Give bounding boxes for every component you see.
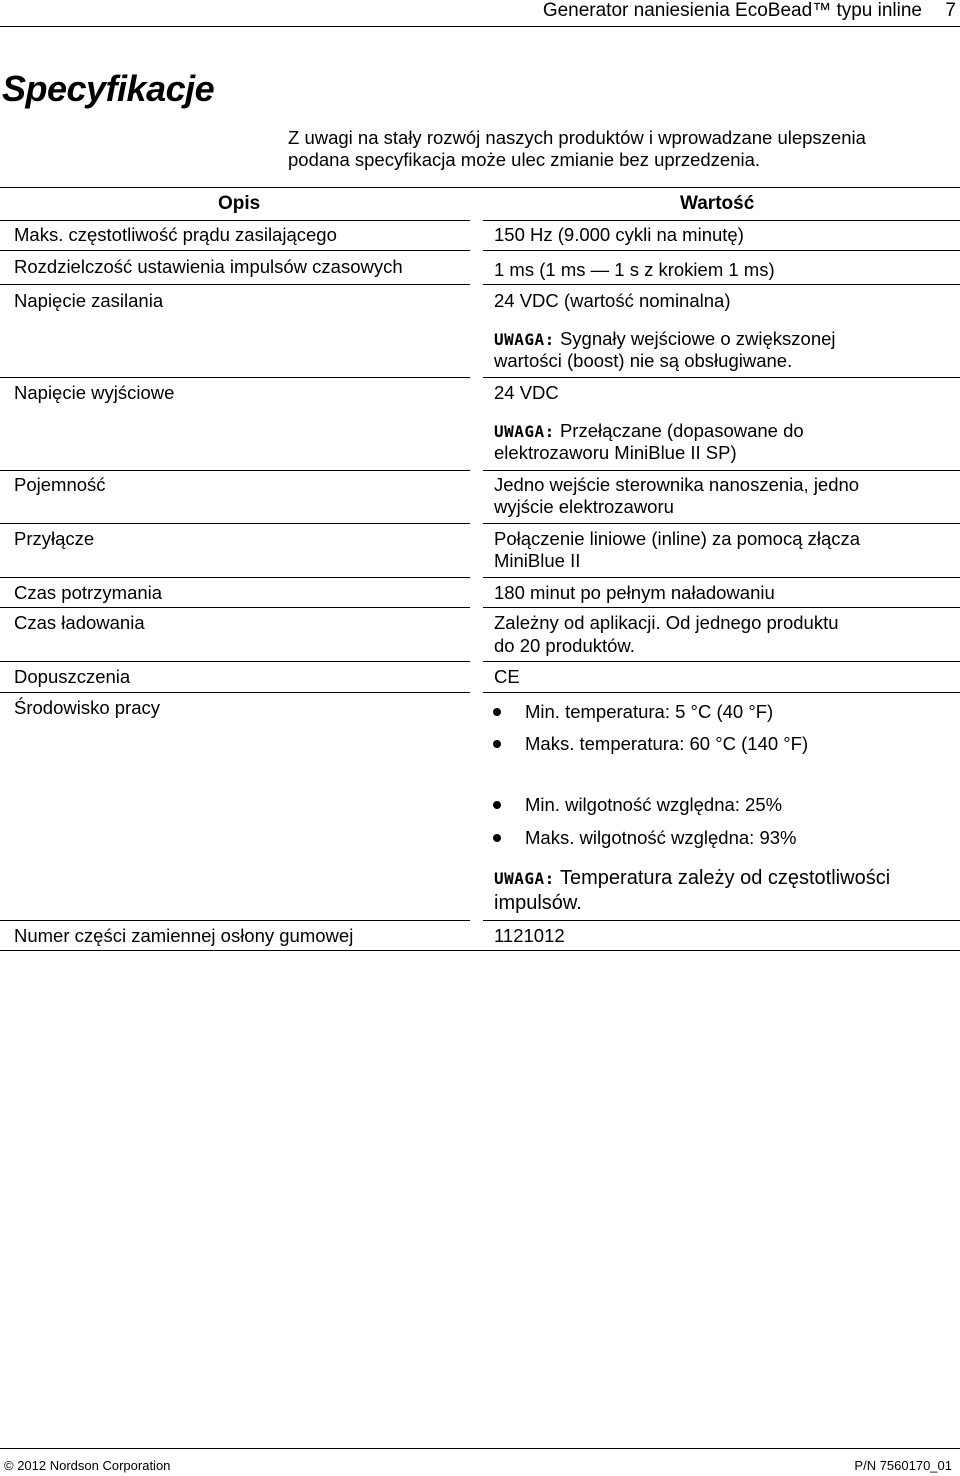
row-value-spare-part-number: 1121012 bbox=[494, 925, 565, 946]
env-max-humidity: Maks. wilgotność względna: 93% bbox=[525, 827, 797, 848]
row-rule-left bbox=[0, 607, 470, 608]
row-rule-right bbox=[483, 470, 960, 471]
bullet bbox=[493, 708, 501, 716]
row-rule-right bbox=[483, 250, 960, 251]
note-text-line-2: elektrozaworu MiniBlue II SP) bbox=[494, 442, 737, 463]
row-value-timing-resolution: 1 ms (1 ms — 1 s z krokiem 1 ms) bbox=[494, 259, 775, 280]
row-value-charge-time-line-1: Zależny od aplikacji. Od jednego produktu bbox=[494, 612, 839, 633]
footer-rule bbox=[0, 1448, 960, 1449]
row-value-connection-line-2: MiniBlue II bbox=[494, 550, 581, 571]
row-rule-left bbox=[0, 523, 470, 524]
row-value-approvals: CE bbox=[494, 666, 520, 687]
row-value-connection-line-1: Połączenie liniowe (inline) za pomocą złącza bbox=[494, 528, 861, 549]
row-rule-right bbox=[483, 523, 960, 524]
row-rule-left bbox=[0, 661, 470, 662]
row-value-capacity-line-2: wyjście elektrozaworu bbox=[494, 496, 674, 517]
bullet bbox=[493, 801, 501, 809]
row-desc-environment: Środowisko pracy bbox=[14, 697, 161, 718]
row-value-capacity-line-1: Jedno wejście sterownika nanoszenia, jedno bbox=[494, 474, 860, 495]
page-title: Specyfikacje bbox=[2, 68, 215, 109]
row-desc-hold-time: Czas potrzymania bbox=[14, 582, 163, 603]
header-rule-right bbox=[483, 220, 960, 221]
intro-text bbox=[288, 127, 866, 171]
header-rule bbox=[0, 26, 960, 27]
footer-part-number: P/N 7560170_01 bbox=[854, 1458, 952, 1473]
page-number: 7 bbox=[945, 0, 956, 21]
row-rule-left bbox=[0, 377, 470, 378]
bullet bbox=[493, 834, 501, 842]
row-rule-right bbox=[483, 607, 960, 608]
env-max-temperature: Maks. temperatura: 60 °C (140 °F) bbox=[525, 733, 809, 754]
row-value-max-frequency: 150 Hz (9.000 cykli na minutę) bbox=[494, 224, 744, 245]
intro-line-1: Z uwagi na stały rozwój naszych produktów i wprowadzane ulepszenia bbox=[288, 127, 866, 148]
row-rule-left bbox=[0, 692, 470, 693]
row-rule-right bbox=[483, 661, 960, 662]
row-desc-supply-voltage: Napięcie zasilania bbox=[14, 290, 164, 311]
row-desc-charge-time: Czas ładowania bbox=[14, 612, 145, 633]
note-label: UWAGA: bbox=[494, 422, 555, 441]
note-text-line-2: impulsów. bbox=[494, 892, 582, 914]
note-label: UWAGA: bbox=[494, 330, 555, 349]
row-desc-timing-resolution: Rozdzielczość ustawienia impulsów czasowych bbox=[14, 256, 403, 277]
row-desc-capacity: Pojemność bbox=[14, 474, 106, 495]
row-rule-left bbox=[0, 284, 470, 285]
table-bottom-rule bbox=[0, 950, 960, 951]
running-header-title: Generator naniesienia EcoBead™ typu inline bbox=[542, 0, 922, 21]
column-header-value: Wartość bbox=[680, 193, 755, 214]
row-desc-output-voltage: Napięcie wyjściowe bbox=[14, 382, 175, 403]
row-desc-connection: Przyłącze bbox=[14, 528, 95, 549]
row-rule-left bbox=[0, 577, 470, 578]
row-desc-approvals: Dopuszczenia bbox=[14, 666, 131, 687]
row-rule-right bbox=[483, 284, 960, 285]
bullet bbox=[493, 740, 501, 748]
table-top-rule bbox=[0, 187, 960, 188]
row-desc-spare-part-number: Numer części zamiennej osłony gumowej bbox=[14, 925, 354, 946]
note-text-line-1: Przełączane (dopasowane do bbox=[559, 420, 804, 441]
row-value-supply-voltage: 24 VDC (wartość nominalna) bbox=[494, 290, 731, 311]
env-min-humidity: Min. wilgotność względna: 25% bbox=[525, 794, 783, 815]
row-desc-max-frequency: Maks. częstotliwość prądu zasilającego bbox=[14, 224, 337, 245]
row-rule-left bbox=[0, 920, 470, 921]
note-label: UWAGA: bbox=[494, 869, 555, 888]
note-supply-voltage bbox=[494, 328, 836, 351]
row-rule-right bbox=[483, 920, 960, 921]
note-text-line-2: wartości (boost) nie są obsługiwane. bbox=[494, 350, 793, 371]
note-text-line-1: Temperatura zależy od częstotliwości bbox=[560, 867, 891, 889]
intro-line-2: podana specyfikacja może ulec zmianie bez uprzedzenia. bbox=[288, 149, 761, 170]
row-rule-left bbox=[0, 470, 470, 471]
row-value-output-voltage: 24 VDC bbox=[494, 382, 559, 403]
footer-copyright: © 2012 Nordson Corporation bbox=[4, 1458, 171, 1473]
row-rule-right bbox=[483, 692, 960, 693]
row-rule-left bbox=[0, 250, 470, 251]
column-header-description: Opis bbox=[218, 193, 261, 214]
row-rule-right bbox=[483, 377, 960, 378]
row-value-hold-time: 180 minut po pełnym naładowaniu bbox=[494, 582, 775, 603]
row-rule-right bbox=[483, 577, 960, 578]
note-output-voltage bbox=[494, 420, 804, 443]
note-text-line-1: Sygnały wejściowe o zwiększonej bbox=[559, 328, 836, 349]
row-value-charge-time-line-2: do 20 produktów. bbox=[494, 635, 635, 656]
header-rule-left bbox=[0, 220, 470, 221]
env-min-temperature: Min. temperatura: 5 °C (40 °F) bbox=[525, 701, 774, 722]
note-environment bbox=[494, 867, 890, 890]
